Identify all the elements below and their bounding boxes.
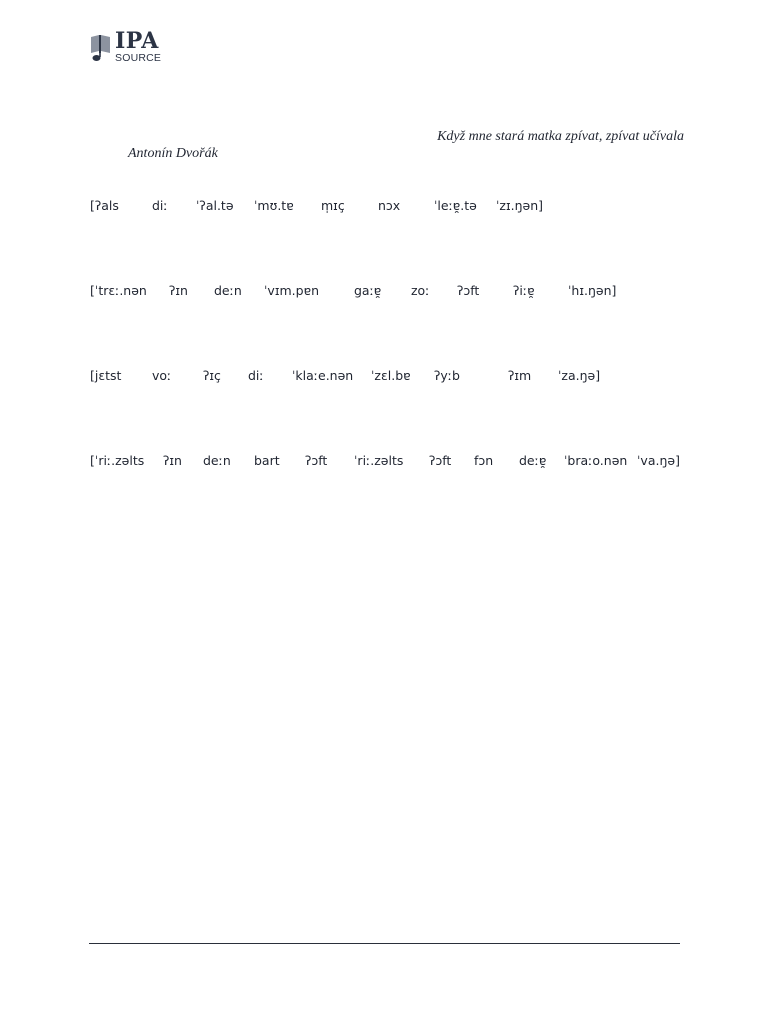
ipa-word: ʔɪç [203,368,221,383]
ipa-word: ˈva.ŋə] [637,453,680,468]
ipa-word: ˈzɪ.ŋən] [496,198,544,213]
ipa-word: diː [152,198,168,213]
ipa-word: ˈbraːo.nən [564,453,628,468]
ipa-source-logo [90,28,170,65]
ipa-word: ˈmʊ.tɐ [254,198,294,213]
book-music-note-icon [90,33,112,63]
ipa-word: ˈklaːe.nən [292,368,354,383]
ipa-word: deːɐ̯ [519,453,547,468]
ipa-word: ʔɔft [457,283,480,298]
ipa-word: ʔɪn [163,453,182,468]
ipa-word: ʔyːb [434,368,460,383]
ipa-word: deːn [203,453,231,468]
ipa-word: voː [152,368,172,383]
ipa-word: ˈʔal.tə [196,198,234,213]
ipa-word: ˈleːɐ̯.tə [434,198,477,213]
ipa-word: zoː [411,283,430,298]
ipa-word: nɔx [378,198,401,213]
ipa-word: ʔɪn [169,283,188,298]
ipa-word: [ˈtrɛː.nən [90,283,147,298]
ipa-line-3 [0,366,768,386]
logo-subtext: SOURCE [115,52,162,64]
ipa-word: diː [248,368,264,383]
ipa-word: bart [254,453,280,468]
ipa-word: ˈvɪm.pɐn [264,283,319,298]
ipa-word: ʔɪm [508,368,532,383]
composer-name: Antonín Dvořák [128,146,218,161]
ipa-word: ʔiːɐ̯ [513,283,535,298]
ipa-word: [ˈriː.zəlts [90,453,145,468]
ipa-word: [ʔals [90,198,119,213]
ipa-line-4 [0,451,768,471]
ipa-word: ˈzɛl.bɐ [371,368,411,383]
ipa-word: [jɛtst [90,368,122,383]
ipa-line-1 [0,196,768,216]
ipa-word: deːn [214,283,242,298]
logo-wordmark: IPA [115,28,159,54]
ipa-word: m̩ɪç [321,198,345,213]
ipa-word: ˈza.ŋə] [558,368,601,383]
ipa-word: ˈhɪ.ŋən] [568,283,617,298]
ipa-word: ʔɔft [429,453,452,468]
ipa-word: fɔn [474,453,494,468]
ipa-word: ˈriː.zəlts [354,453,404,468]
ipa-word: gaːɐ̯ [354,283,382,298]
footer-divider [89,943,680,944]
song-title: Když mne stará matka zpívat, zpívat učívala [437,129,684,144]
ipa-word: ʔɔft [305,453,328,468]
ipa-line-2 [0,281,768,301]
